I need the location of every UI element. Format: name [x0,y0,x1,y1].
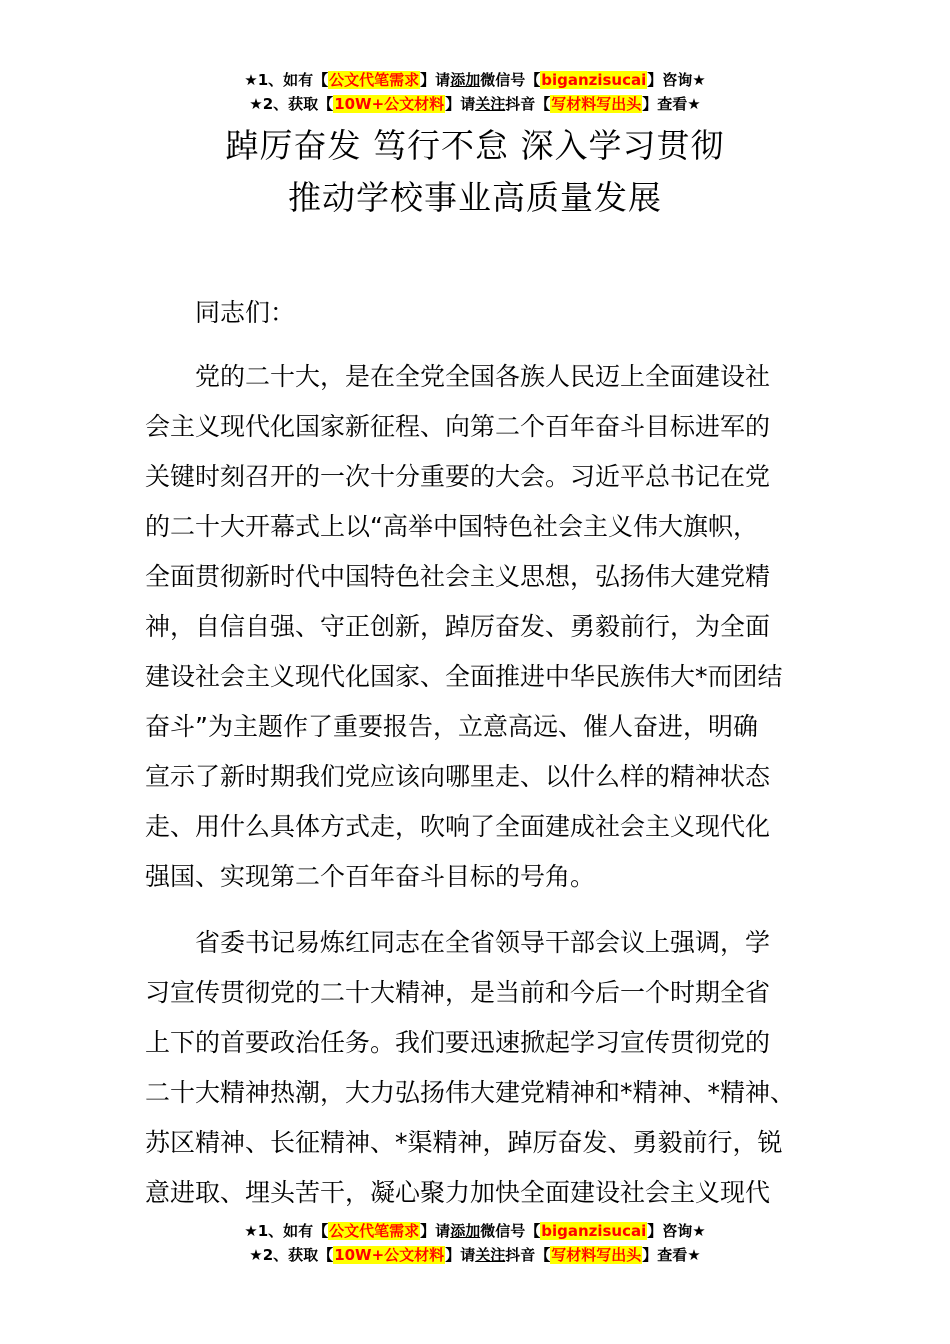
footer-banner [0,1219,950,1267]
banner-highlight: 10W+公文材料 [334,95,445,113]
banner-highlight: 写材料写出头 [551,95,642,113]
text-line: 上下的首要政治任务。我们要迅速掀起学习宣传贯彻党的 [145,1028,771,1057]
text-line: 宣示了新时期我们党应该向哪里走、以什么样的精神状态 [145,762,771,791]
banner-highlight: 公文代笔需求 [329,1222,420,1240]
banner-text: 】请 [420,71,451,89]
banner-text: ★1、如有【 [244,71,329,89]
paragraph-1 [145,352,807,902]
banner-text: 】咨询★ [647,71,706,89]
text-line: 强国、实现第二个百年奋斗目标的号角。 [145,862,596,891]
banner-text: 抖音【 [505,95,551,113]
text-line: 意进取、埋头苦干，凝心聚力加快全面建设社会主义现代 [145,1178,771,1207]
text-line: 二十大精神热潮，大力弘扬伟大建党精神和*精神、*精神、 [145,1078,796,1107]
greeting: 同志们： [195,298,296,327]
document-title [0,120,950,224]
banner-text: 】咨询★ [647,1222,706,1240]
banner-text: 】请 [420,1222,451,1240]
banner-text: ★2、获取【 [249,95,334,113]
banner-text: 微信号【 [480,1222,541,1240]
banner-line-2 [0,92,950,116]
banner-text: 】查看★ [642,1246,701,1264]
text-line: 关键时刻召开的一次十分重要的大会。习近平总书记在党 [145,462,771,491]
banner-underlined: 关注 [475,1246,506,1264]
banner-text: 】请 [445,95,476,113]
text-line: 的二十大开幕式上以“高举中国特色社会主义伟大旗帜， [145,512,758,541]
banner-text: 抖音【 [505,1246,551,1264]
banner-underlined: 添加 [450,1222,481,1240]
text-line: 省委书记易炼红同志在全省领导干部会议上强调，学 [195,928,771,957]
text-line: 走、用什么具体方式走，吹响了全面建成社会主义现代化 [145,812,771,841]
title-line-1: 踔厉奋发 笃行不怠 深入学习贯彻 [225,126,725,165]
banner-highlight: 写材料写出头 [551,1246,642,1264]
banner-text: 】查看★ [642,95,701,113]
text-line: 神，自信自强、守正创新，踔厉奋发、勇毅前行，为全面 [145,612,771,641]
banner-line-1 [0,1219,950,1243]
banner-highlight: biganzisucai [541,1222,647,1240]
banner-text: 】请 [445,1246,476,1264]
title-line-2: 推动学校事业高质量发展 [288,178,662,217]
paragraph-2 [145,918,807,1218]
banner-highlight: 10W+公文材料 [334,1246,445,1264]
banner-underlined: 关注 [475,95,506,113]
text-line: 建设社会主义现代化国家、全面推进中华民族伟大*而团结 [145,662,783,691]
text-line: 会主义现代化国家新征程、向第二个百年奋斗目标进军的 [145,412,771,441]
text-line: 全面贯彻新时代中国特色社会主义思想，弘扬伟大建党精 [145,562,771,591]
text-line: 奋斗”为主题作了重要报告，立意高远、催人奋进，明确 [145,712,758,741]
banner-highlight: biganzisucai [541,71,647,89]
header-banner [0,68,950,116]
banner-underlined: 添加 [450,71,481,89]
text-line: 习宣传贯彻党的二十大精神，是当前和今后一个时期全省 [145,978,771,1007]
banner-text: 微信号【 [480,71,541,89]
banner-text: ★1、如有【 [244,1222,329,1240]
text-line: 党的二十大，是在全党全国各族人民迈上全面建设社 [195,362,771,391]
banner-text: ★2、获取【 [249,1246,334,1264]
banner-line-2 [0,1243,950,1267]
banner-line-1 [0,68,950,92]
text-line: 苏区精神、长征精神、*渠精神，踔厉奋发、勇毅前行，锐 [145,1128,783,1157]
banner-highlight: 公文代笔需求 [329,71,420,89]
document-body [145,288,807,1234]
